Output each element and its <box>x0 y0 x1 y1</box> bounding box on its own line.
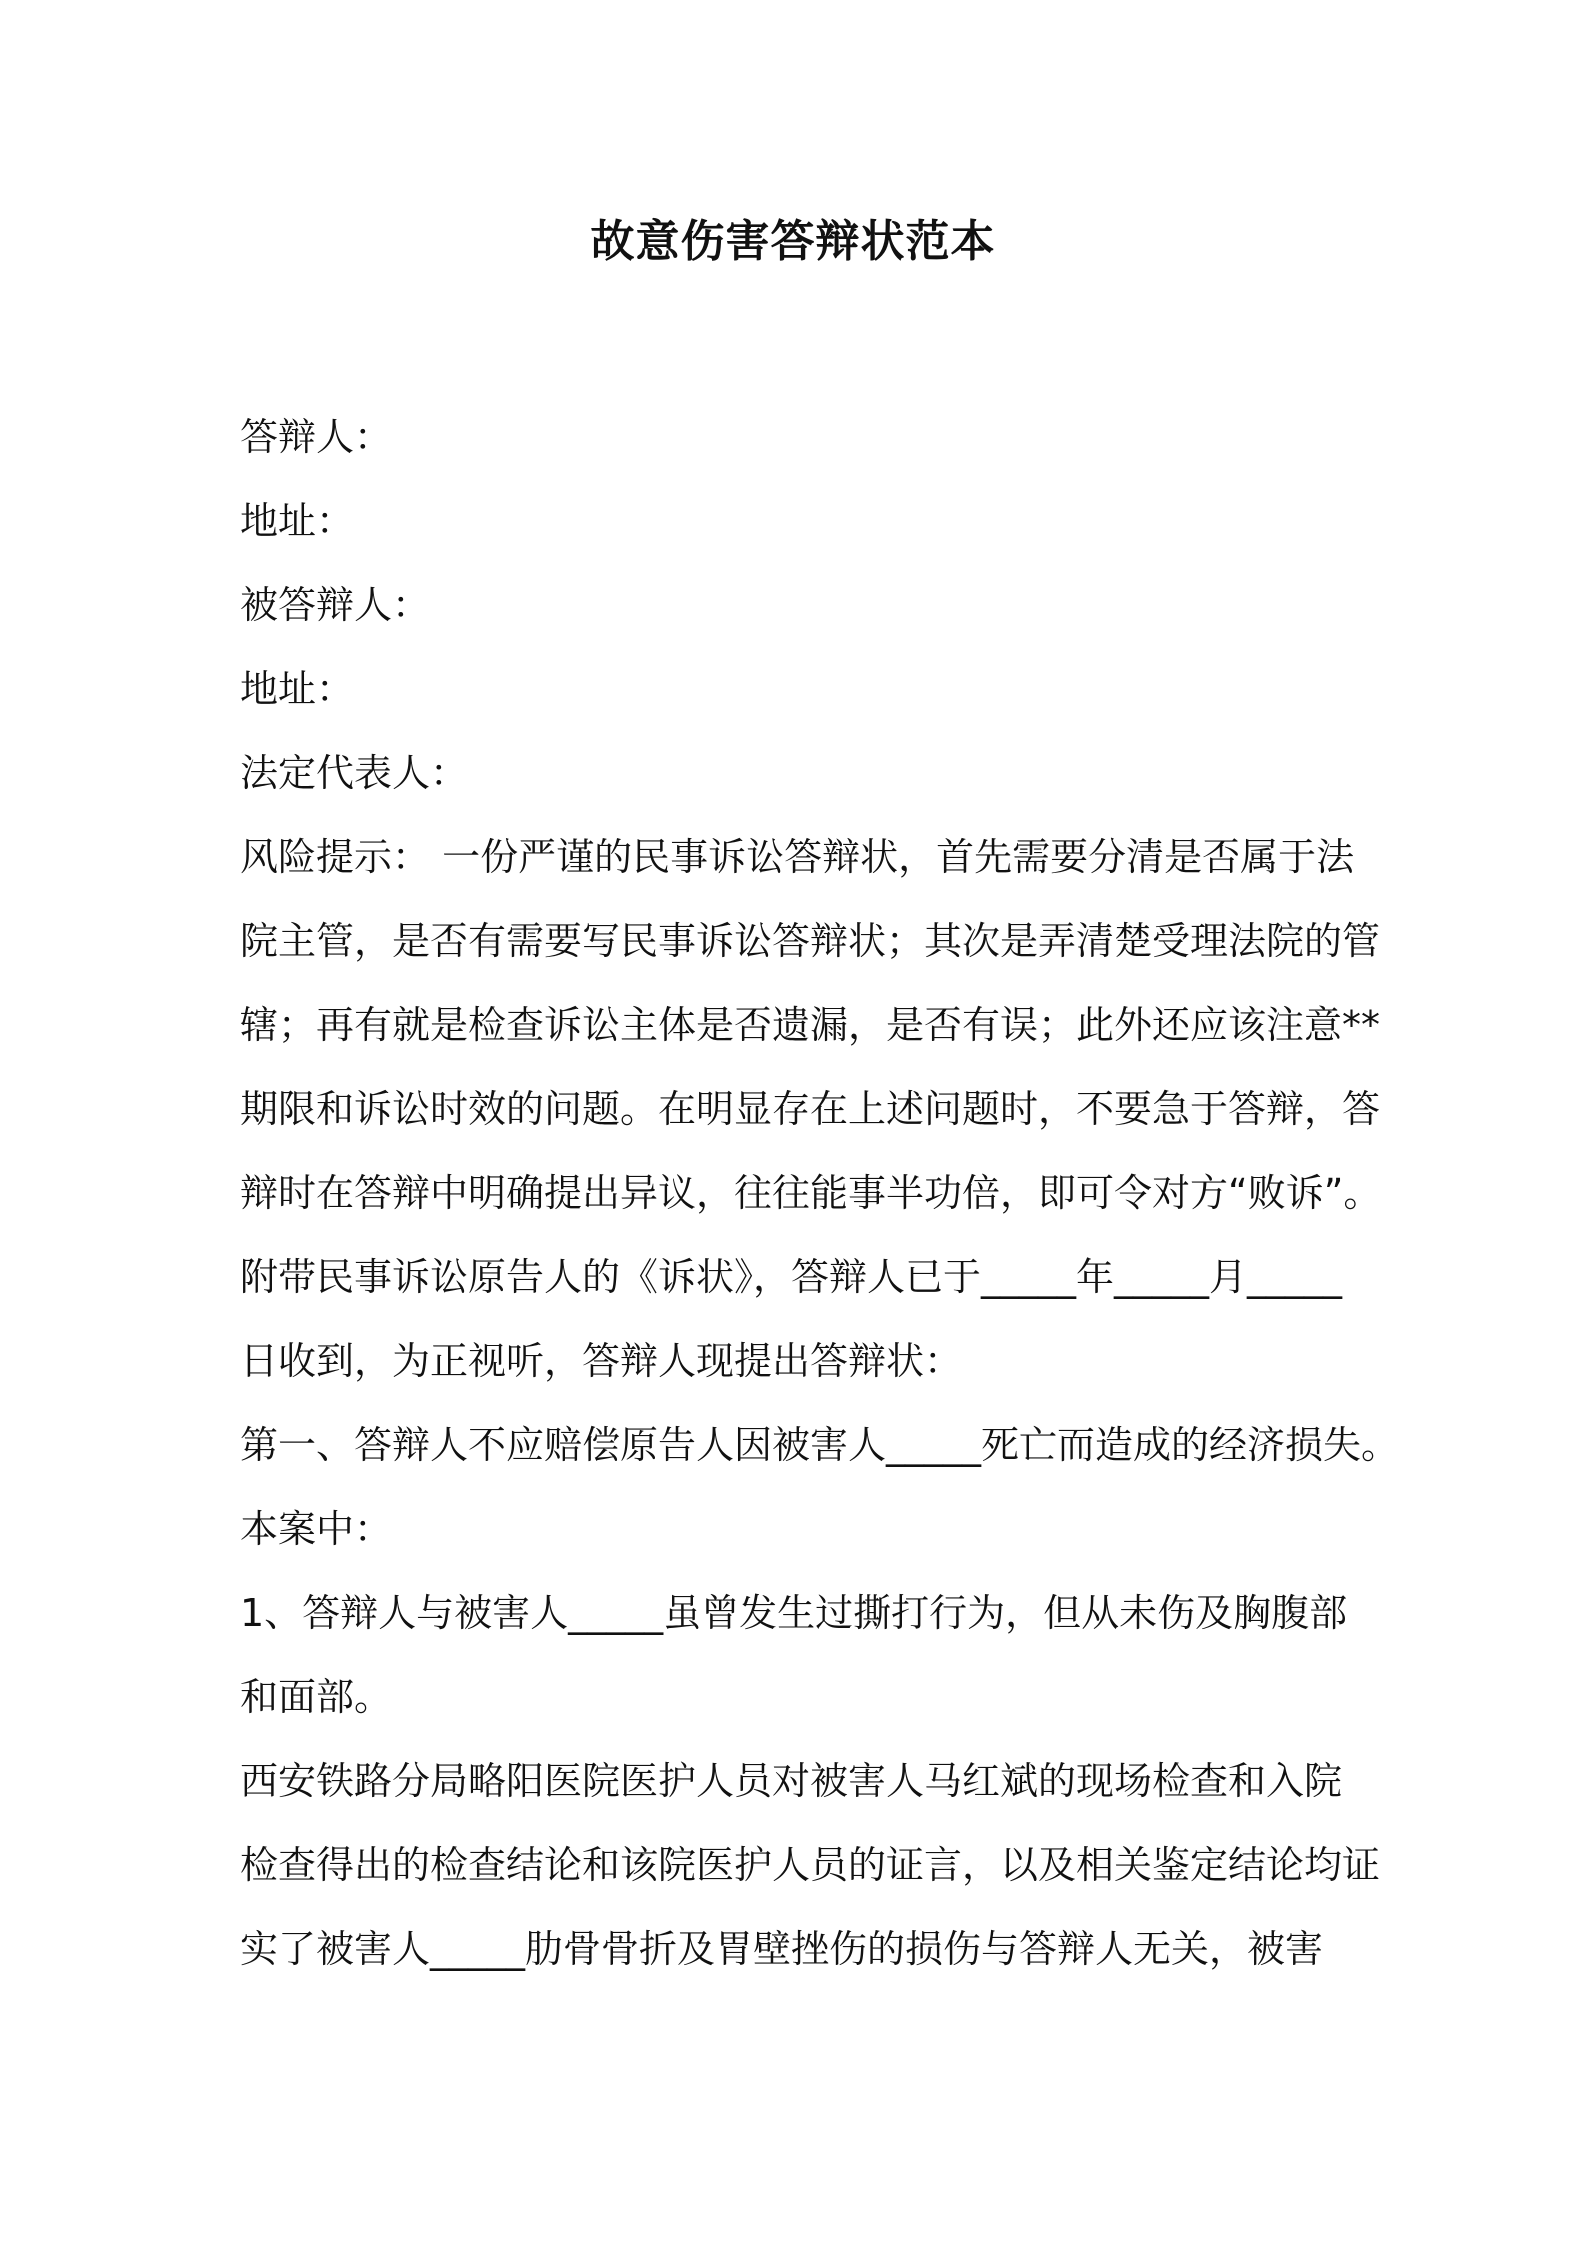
item-1-line-1: 1、答辩人与被害人_____虽曾发生过撕打行为，但从未伤及胸腹部 <box>240 1591 1348 1635</box>
opposing-party-address-label: 地址： <box>240 667 355 711</box>
document-body <box>240 395 1400 1991</box>
receipt-line-1: 附带民事诉讼原告人的《诉状》，答辩人已于_____年_____月_____ <box>240 1255 1343 1299</box>
respondent-label: 答辩人： <box>240 415 393 459</box>
first-point-line: 第一、答辩人不应赔偿原告人因被害人_____死亡而造成的经济损失。 <box>240 1423 1400 1467</box>
evidence-line-1: 西安铁路分局略阳医院医护人员对被害人马红斌的现场检查和入院 <box>240 1759 1343 1803</box>
legal-representative-label: 法定代表人： <box>240 751 469 795</box>
case-intro-line: 本案中： <box>240 1507 393 1551</box>
document-title: 故意伤害答辩状范本 <box>590 216 996 267</box>
risk-tip-line-4: 期限和诉讼时效的问题。在明显存在上述问题时，不要急于答辩，答 <box>240 1087 1381 1131</box>
item-1-line-2: 和面部。 <box>240 1675 393 1719</box>
receipt-line-2: 日收到，为正视听，答辩人现提出答辩状： <box>240 1339 963 1383</box>
risk-tip-line-5: 辩时在答辩中明确提出异议，往往能事半功倍，即可令对方“败诉”。 <box>240 1171 1382 1215</box>
evidence-line-3: 实了被害人_____肋骨骨折及胃壁挫伤的损伤与答辩人无关，被害 <box>240 1927 1324 1971</box>
evidence-line-2: 检查得出的检查结论和该院医护人员的证言，以及相关鉴定结论均证 <box>240 1843 1381 1887</box>
opposing-party-label: 被答辩人： <box>240 583 431 627</box>
risk-tip-line-2: 院主管，是否有需要写民事诉讼答辩状；其次是弄清楚受理法院的管 <box>240 919 1381 963</box>
risk-tip-line-1: 风险提示： 一份严谨的民事诉讼答辩状，首先需要分清是否属于法 <box>240 835 1355 879</box>
respondent-address-label: 地址： <box>240 499 355 543</box>
risk-tip-line-3: 辖；再有就是检查诉讼主体是否遗漏，是否有误；此外还应该注意** <box>240 1003 1381 1047</box>
